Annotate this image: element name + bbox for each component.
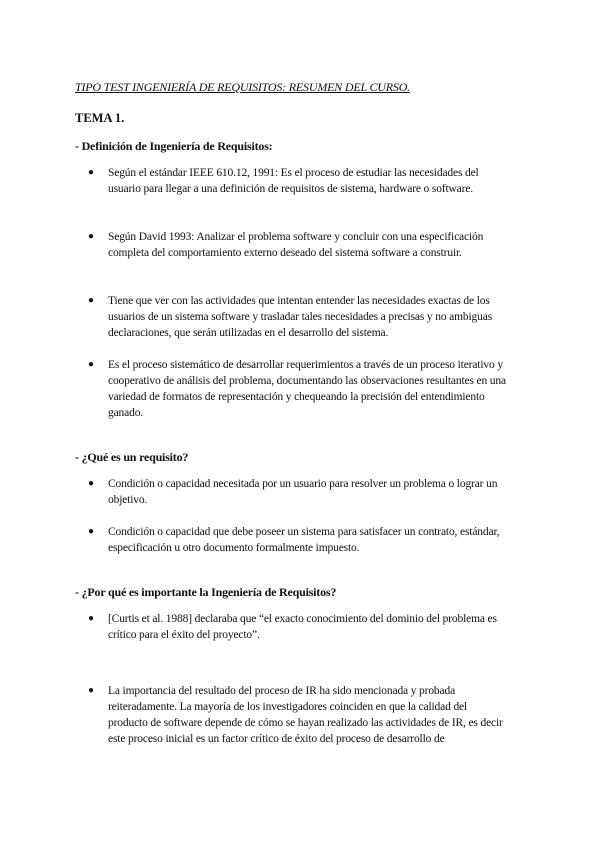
- section-heading-importancia: - ¿Por qué es importante la Ingeniería de Requisitos?: [75, 585, 337, 599]
- list-item-text: Según David 1993: Analizar el problema software y concluir con una especificación completa del comportamiento externo deseado del sistema software a construir.: [108, 231, 484, 259]
- list-item-text: [Curtis et al. 1988] declaraba que “el exacto conocimiento del dominio del problema es crítico para el éxito del proyecto”.: [108, 613, 497, 641]
- list-item-text: Tiene que ver con las actividades que intentan entender las necesidades exactas de los usuarios de un sistema software y trasladar tales necesidades a precisas y no ambiguas declaraciones, que serán utilizadas en el desarrollo del sistema.: [108, 295, 493, 339]
- bullet-dot-icon: ●: [88, 231, 95, 242]
- list-item-text: Según el estándar IEEE 610.12, 1991: Es el proceso de estudiar las necesidades del usuario para llegar a una definición de requisitos de sistema, hardware o software.: [108, 167, 479, 195]
- bullet-dot-icon: ●: [88, 295, 95, 306]
- section-heading-requisito: - ¿Qué es un requisito?: [75, 450, 189, 464]
- bullet-dot-icon: ●: [88, 613, 95, 624]
- bullet-dot-icon: ●: [88, 167, 95, 178]
- list-item-text: Condición o capacidad que debe poseer un sistema para satisfacer un contrato, estándar, especificación u otro documento formalmente impuesto.: [108, 526, 500, 554]
- document-title: TIPO TEST INGENIERÍA DE REQUISITOS: RESUMEN DEL CURSO.: [75, 80, 410, 94]
- bullet-dot-icon: ●: [88, 478, 95, 489]
- section-heading-definicion: - Definición de Ingeniería de Requisitos:: [75, 139, 273, 153]
- list-item-text: Condición o capacidad necesitada por un usuario para resolver un problema o lograr un objetivo.: [108, 478, 498, 506]
- list-item-text: La importancia del resultado del proceso de IR ha sido mencionada y probada reiteradamente. La mayoría de los investigadores coinciden en que la calidad del producto de software depende de cómo se hayan realizado las actividades de IR, es decir este proceso inicial es un factor crítico de éxito del proceso de desarrollo de: [108, 685, 503, 745]
- bullet-dot-icon: ●: [88, 685, 95, 696]
- list-item-text: Es el proceso sistemático de desarrollar requerimientos a través de un proceso iterativo y cooperativo de análisis del problema, documentando las observaciones resultantes en una variedad de formatos de representación y chequeando la precisión del entendimiento ganado.: [108, 359, 506, 419]
- bullet-dot-icon: ●: [88, 526, 95, 537]
- bullet-dot-icon: ●: [88, 359, 95, 370]
- tema-heading: TEMA 1.: [75, 111, 125, 125]
